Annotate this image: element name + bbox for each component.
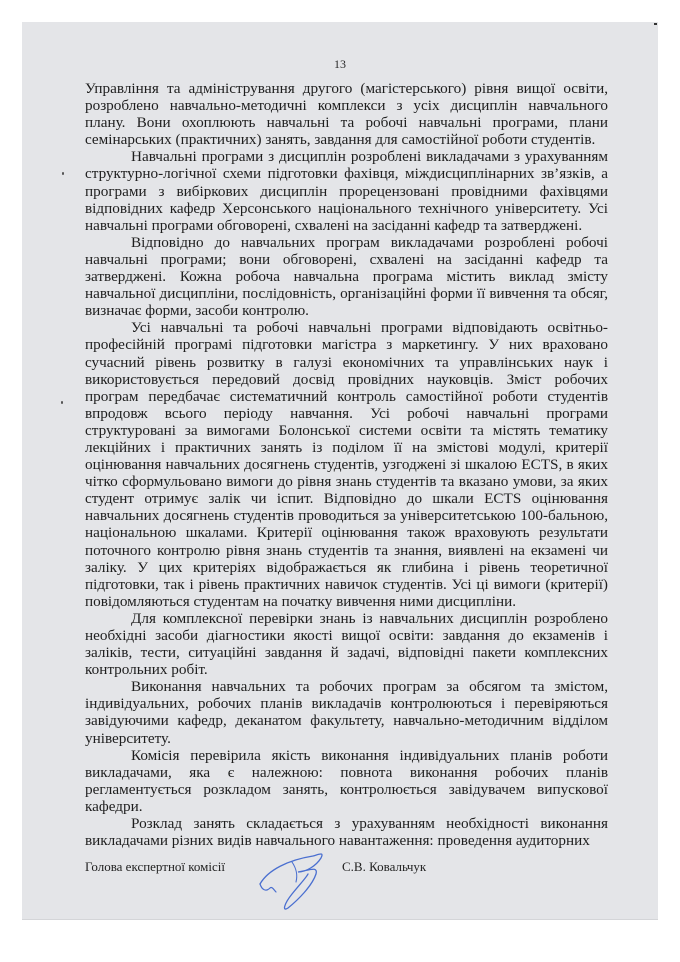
signature-block bbox=[85, 859, 608, 879]
page-number: 13 bbox=[334, 57, 346, 71]
margin-mark bbox=[61, 401, 63, 404]
document-body bbox=[85, 80, 608, 849]
paragraph: Виконання навчальних та робочих програм за обсягом та змістом, індивідуальних, робочих планів викладачів контролюються і перевіряються завідуючими кафедр, деканатом факультету, навчально-методичним відділом університету. bbox=[85, 678, 608, 747]
signatory-role: Голова експертної комісії bbox=[85, 859, 226, 874]
paragraph: Управління та адміністрування другого (магістерського) рівня вищої освіти, розроблено навчально-методичні комплекси з усіх дисциплін навчального плану. Вони охоплюють навчальні та робочі навчальні програми, плани семінарських (практичних) занять, завдання для самостійної роботи студентів. bbox=[85, 80, 608, 149]
paragraph: Відповідно до навчальних програм викладачами розроблені робочі навчальні програми; вони обговорені, схвалені на засіданні кафедр та затверджені. Кожна робоча навчальна програма містить виклад змісту навчальної дисципліни, послідовність, організаційні форми її вивчення та обсяг, визначає форми, засоби контролю. bbox=[85, 233, 608, 320]
margin-mark bbox=[62, 172, 64, 175]
paragraph: Комісія перевірила якість виконання індивідуальних планів роботи викладачами, яка є належною: повнота виконання робочих планів регламентується розкладом занять, контролюється завідувачем випускової кафедри. bbox=[85, 746, 608, 815]
paragraph: Навчальні програми з дисциплін розроблені викладачами з урахуванням структурно-логічної схеми підготовки фахівця, міждисциплінарних зв’язків, а програми з вибіркових дисциплін прорецензовані провідними фахівцями відповідних кафедр Херсонського національного технічного університету. Усі навчальні програми обговорені, схвалені на засіданні кафедр та затверджені. bbox=[85, 148, 608, 234]
scan-artifact bbox=[654, 23, 657, 25]
handwritten-signature bbox=[258, 850, 338, 912]
paragraph: Для комплексної перевірки знань із навчальних дисциплін розроблено необхідні засоби діагностики якості вищої освіти: завдання до екзаменів і заліків, тести, ситуаційні завдання й задачі, відповідні пакети комплексних контрольних робіт. bbox=[85, 609, 608, 679]
signatory-name: С.В. Ковальчук bbox=[342, 859, 427, 874]
paragraph: Усі навчальні та робочі навчальні програми відповідають освітньо-професійній програмі підготовки магістра з маркетингу. У них враховано сучасний рівень розвитку в галузі економічних та управлінських наук і використовується передовий досвід провідних науковців. Зміст робочих програм передбачає систематичний контроль самостійної роботи студентів впродовж всього періоду навчання. Усі робочі навчальні програми структуровані за вимогами Болонської системи освіти та містять тематику лекційних і практичних занять із поділом її на змістові модулі, критерії оцінювання навчальних досягнень студентів, узгоджені зі шкалою ECTS, в яких чітко сформульовано вимоги до рівня знань студентів та вказано умови, за яких студент отримує залік чи іспит. Відповідно до шкали ECTS оцінювання навчальних досягнень студентів проводиться за університетською 100-бальною, національною шкалами. Критерії оцінювання також враховують результати поточного контролю рівня знань студентів та знання, виявлені на екзамені чи заліку. У цих критеріях відображається як глибина і рівень теоретичної підготовки, так і рівень практичних навичок студентів. Усі ці вимоги (критерії) повідомляються студентам на початку вивчення ними дисципліни. bbox=[85, 319, 608, 610]
paragraph: Розклад занять складається з урахуванням необхідності виконання викладачами різних видів навчального навантаження: проведення аудиторних bbox=[85, 815, 608, 850]
